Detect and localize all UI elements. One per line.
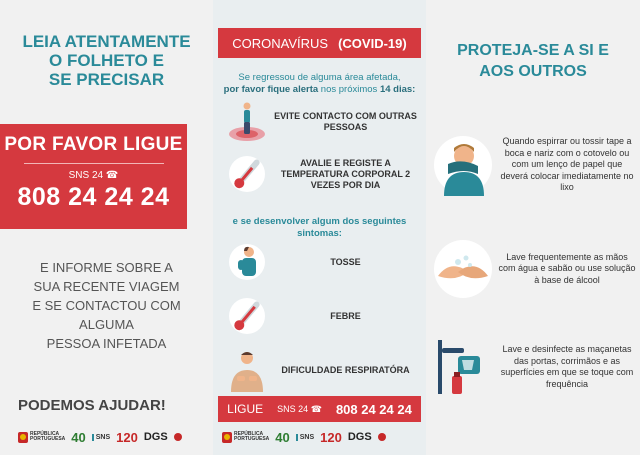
logo-text: PORTUGUESA <box>234 436 270 442</box>
phone-number[interactable]: 808 24 24 24 <box>17 183 170 211</box>
symptoms-line: e se desenvolver algum dos seguintes <box>232 216 407 227</box>
logo-strip <box>222 428 386 446</box>
symptoms-line: sintomas: <box>297 228 342 239</box>
forty-years-logo: 40 <box>71 429 86 445</box>
left-body <box>0 258 213 353</box>
sns-label: SNS 24 <box>277 403 309 414</box>
left-title-line: LEIA ATENTAMENTE <box>22 32 191 51</box>
breathing-icon <box>227 348 267 392</box>
call-footer <box>218 396 421 422</box>
intro-rest: nos próximos <box>318 84 380 95</box>
onetwenty-logo: 120 <box>116 429 138 445</box>
forty-years-logo: 40 <box>275 429 290 445</box>
footer-phone-number[interactable]: 808 24 24 24 <box>335 401 412 417</box>
fever-thermometer-icon <box>227 294 267 338</box>
republica-portuguesa-logo <box>18 432 65 443</box>
help-heading: PODEMOS AJUDAR! <box>18 397 166 414</box>
left-body-line: E SE CONTACTOU COM <box>32 298 181 313</box>
dgs-mark-icon <box>174 433 182 441</box>
call-title: POR FAVOR LIGUE <box>4 134 183 155</box>
disinfect-row <box>426 336 640 398</box>
wash-hands-row <box>426 238 640 300</box>
left-body-line: E INFORME SOBRE A <box>40 260 173 275</box>
row-text: DIFICULDADE RESPIRATÓRA <box>281 364 410 375</box>
left-title-line: O FOLHETO E <box>49 51 164 70</box>
shield-icon <box>222 432 232 443</box>
republica-portuguesa-logo <box>222 432 269 443</box>
call-sns <box>0 170 187 181</box>
logo-strip <box>18 428 182 446</box>
sns-label: SNS 24 <box>68 170 104 181</box>
phone-icon: ☎ <box>310 403 322 414</box>
row-text: Lave frequentemente as mãos com água e sabão ou use solução à base de álcool <box>498 251 636 285</box>
row-text: EVITE CONTACTO COM OUTRAS PESSOAS <box>274 111 417 132</box>
right-title-line: PROTEJA-SE A SI E <box>457 42 609 59</box>
footer-ligue: LIGUE <box>227 402 264 416</box>
symptoms-intro <box>213 216 426 240</box>
sneeze-row <box>426 134 640 196</box>
hand-wash-icon <box>432 238 494 300</box>
avoid-contact-row <box>213 100 426 144</box>
footer-sns <box>277 404 322 415</box>
call-box <box>0 124 187 229</box>
door-handle-icon <box>432 336 494 398</box>
banner-label-bold: (COVID-19) <box>338 35 407 51</box>
intro-bold: por favor fique alerta <box>223 84 319 95</box>
dgs-logo: DGS <box>143 431 168 443</box>
isolation-icon <box>227 100 267 144</box>
row-text: FEBRE <box>330 310 361 321</box>
dgs-mark-icon <box>378 433 386 441</box>
symptom-fever-row <box>213 294 426 338</box>
intro-line: Se regressou de alguma área afetada, <box>238 72 401 83</box>
sneeze-elbow-icon <box>432 134 494 196</box>
onetwenty-logo: 120 <box>320 429 342 445</box>
intro-days: 14 dias: <box>379 84 416 95</box>
logo-text: PORTUGUESA <box>30 436 66 442</box>
row-text: Lave e desinfecte as maçanetas das portas, corrimãos e as superfícies em que se toque com frequência <box>500 344 634 389</box>
phone-icon: ☎ <box>105 170 119 181</box>
dgs-logo: DGS <box>347 431 372 443</box>
cough-icon <box>227 240 267 284</box>
left-title <box>0 32 213 89</box>
banner-label: CORONAVÍRUS <box>232 35 329 51</box>
coronavirus-banner <box>218 28 421 58</box>
left-body-line: SUA RECENTE VIAGEM <box>33 279 180 294</box>
sns-logo: SNS <box>296 434 314 441</box>
logo-text: REPÚBLICA <box>30 430 60 437</box>
temperature-row <box>213 152 426 196</box>
intro-text <box>213 72 426 96</box>
logo-text: REPÚBLICA <box>234 430 264 437</box>
thermometer-icon <box>227 152 267 196</box>
right-title-line: AOS OUTROS <box>479 63 587 80</box>
row-text: Quando espirrar ou tossir tape a boca e nariz com o cotovelo ou com um lenço de papel que deverá colocar imediatamente no lixo <box>500 136 634 193</box>
sns-logo: SNS <box>92 434 110 441</box>
shield-icon <box>18 432 28 443</box>
divider <box>24 163 164 164</box>
right-title <box>426 40 640 82</box>
left-body-line: PESSOA INFETADA <box>46 336 167 351</box>
row-text: AVALIE E REGISTE A TEMPERATURA CORPORAL 2 VEZES POR DIA <box>280 157 411 190</box>
symptom-breathing-row <box>213 348 426 392</box>
symptom-cough-row <box>213 240 426 284</box>
left-title-line: SE PRECISAR <box>48 70 165 89</box>
row-text: TOSSE <box>330 256 361 267</box>
left-body-line: ALGUMA <box>79 317 134 332</box>
